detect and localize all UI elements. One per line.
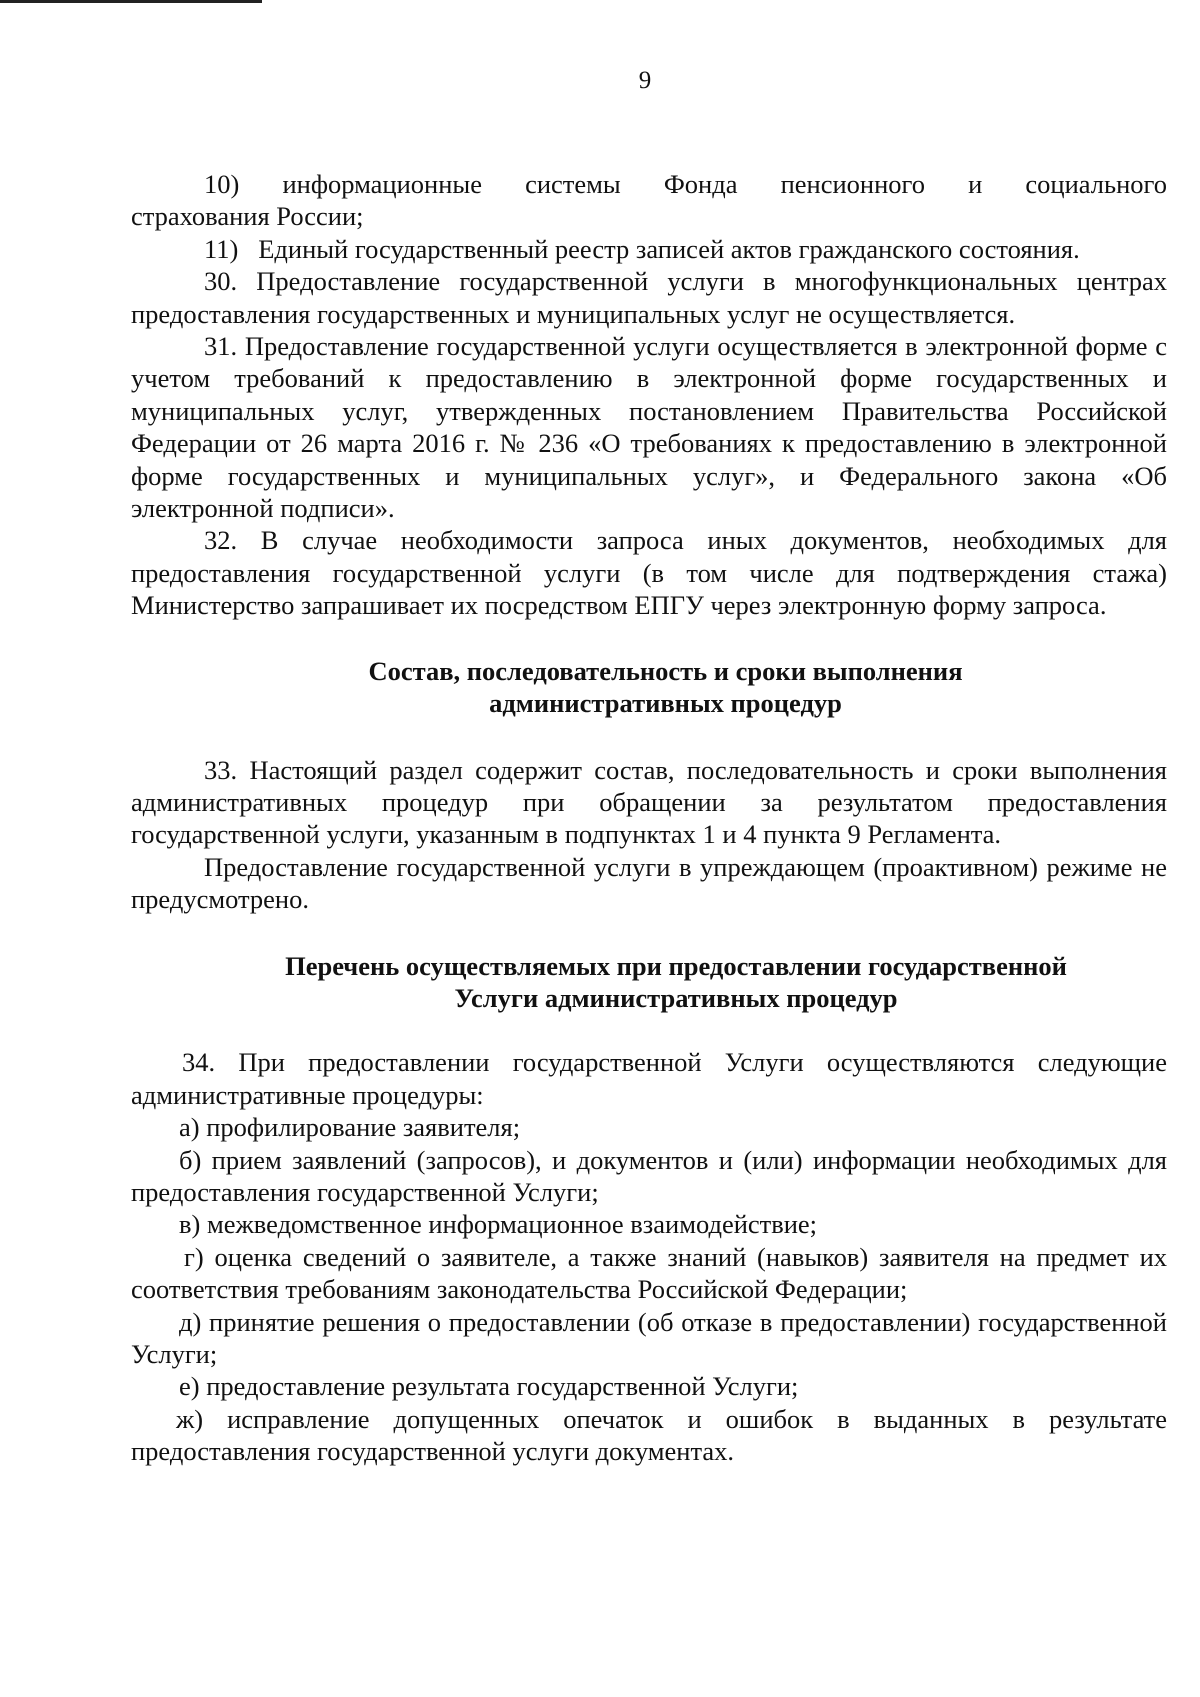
list-item-zh: ж) исправление допущенных опечаток и ошибок в выданных в результате предоставления государственной услуги документах. [131, 1403, 1167, 1467]
top-edge-rule [0, 0, 262, 3]
document-body [131, 168, 1167, 1468]
section-heading-line-2: административных процедур [489, 688, 842, 719]
paragraph-item-10: 10) информационные системы Фонда пенсионного и социального страхования России; [131, 169, 1167, 232]
section-heading-line-1: Перечень осуществляемых при предоставлении государственной [285, 950, 1067, 981]
section-heading-line-1: Состав, последовательность и сроки выполнения [368, 655, 963, 686]
page-number: 9 [638, 67, 652, 94]
section-heading-procedures [131, 655, 1167, 720]
paragraph-32: 32. В случае необходимости запроса иных документов, необходимых для предоставления государственной услуги (в том числе для подтверждения стажа) Министерство запрашивает их посредством ЕПГУ через электронную форму запроса. [131, 525, 1167, 621]
list-item-b: б) прием заявлений (запросов), и документов и (или) информации необходимых для предоставления государственной Услуги; [131, 1144, 1167, 1207]
list-item-g: г) оценка сведений о заявителе, а также знаний (навыков) заявителя на предмет их соответствия требованиям законодательства Российской Федерации; [131, 1241, 1167, 1305]
section-heading-line-2: Услуги административных процедур [454, 982, 898, 1013]
paragraph-30: 30. Предоставление государственной услуги в многофункциональных центрах предоставления государственных и муниципальных услуг не осуществляется. [131, 266, 1167, 329]
list-item-e: е) предоставление результата государственной Услуги; [179, 1371, 799, 1402]
paragraph-31: 31. Предоставление государственной услуги осуществляется в электронной форме с учетом требований к предоставлению в электронной форме государственных и муниципальных услуг, утвержденных постановлением Правительства Российской Федерации от 26 марта 2016 г. № 236 «О требованиях к предоставлению в электронной форме государственных и муниципальных услуг», и Федерального закона «Об электронной подписи». [131, 331, 1167, 524]
paragraph-proactive-mode: Предоставление государственной услуги в упреждающем (проактивном) режиме не предусмотрено. [131, 851, 1167, 915]
paragraph-34: 34. При предоставлении государственной Услуги осуществляются следующие административные процедуры: [131, 1047, 1167, 1110]
list-item-a: а) профилирование заявителя; [179, 1112, 521, 1143]
section-heading-procedure-list [131, 950, 1167, 1015]
paragraph-item-11: 11) Единый государственный реестр записей актов гражданского состояния. [204, 233, 1080, 264]
list-item-v: в) межведомственное информационное взаимодействие; [179, 1209, 818, 1240]
paragraph-33: 33. Настоящий раздел содержит состав, последовательность и сроки выполнения административных процедур при обращении за результатом предоставления государственной услуги, указанным в подпунктах 1 и 4 пункта 9 Регламента. [131, 754, 1167, 850]
list-item-d: д) принятие решения о предоставлении (об отказе в предоставлении) государственной Услуги; [131, 1306, 1167, 1369]
